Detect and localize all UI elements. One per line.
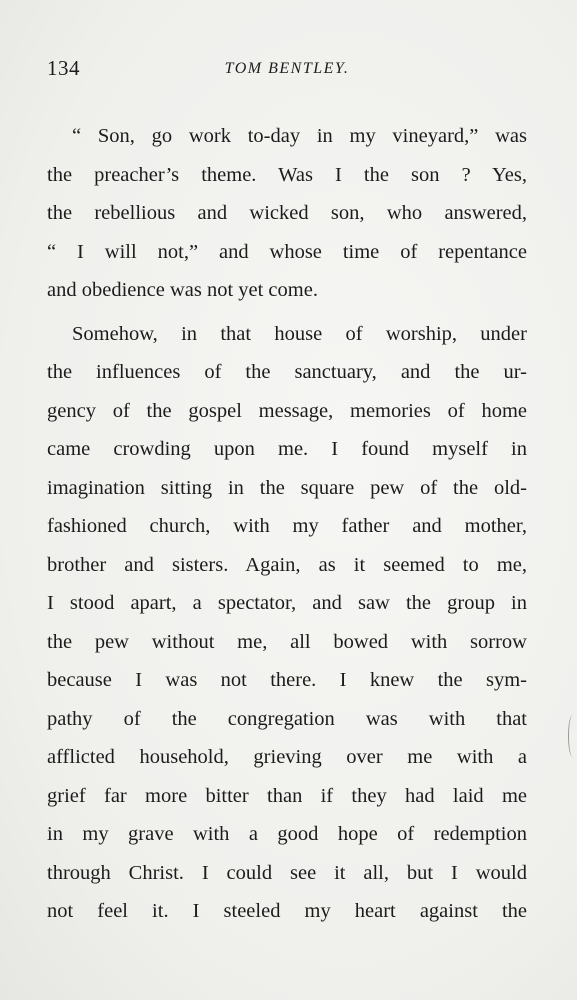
text-line: the preacher’s theme. Was I the son ? Yes, (47, 163, 527, 186)
text-line: the rebellious and wicked son, who answered, (47, 202, 527, 224)
text-line: the pew without me, all bowed with sorrow (47, 630, 527, 653)
margin-bracket-mark (568, 715, 577, 757)
body-text (47, 117, 527, 931)
text-line: pathy of the congregation was with that (47, 707, 527, 730)
text-line: I stood apart, a spectator, and saw the group in (47, 592, 527, 614)
text-line: grief far more bitter than if they had laid me (47, 784, 527, 807)
text-line: fashioned church, with my father and mother, (47, 515, 527, 537)
text-line: “ I will not,” and whose time of repentance (47, 240, 527, 263)
text-line: because I was not there. I knew the sym- (47, 669, 527, 691)
text-line: in my grave with a good hope of redemption (47, 823, 527, 845)
page-header (47, 56, 527, 86)
running-title: TOM BENTLEY. (224, 60, 350, 77)
text-line: Somehow, in that house of worship, under (72, 322, 527, 345)
text-line: afflicted household, grieving over me with a (47, 746, 527, 768)
page-number: 134 (47, 56, 80, 80)
text-line: and obedience was not yet come. (47, 279, 318, 301)
text-line: through Christ. I could see it all, but I would (47, 861, 527, 884)
text-line: imagination sitting in the square pew of the old- (47, 476, 527, 499)
text-line: came crowding upon me. I found myself in (47, 438, 527, 460)
text-line: “ Son, go work to-day in my vineyard,” was (72, 125, 527, 147)
text-line: gency of the gospel message, memories of home (47, 399, 527, 422)
text-line: the influences of the sanctuary, and the ur- (47, 361, 527, 383)
text-line: not feel it. I steeled my heart against the (47, 900, 527, 922)
text-line: brother and sisters. Again, as it seemed to me, (47, 553, 527, 576)
